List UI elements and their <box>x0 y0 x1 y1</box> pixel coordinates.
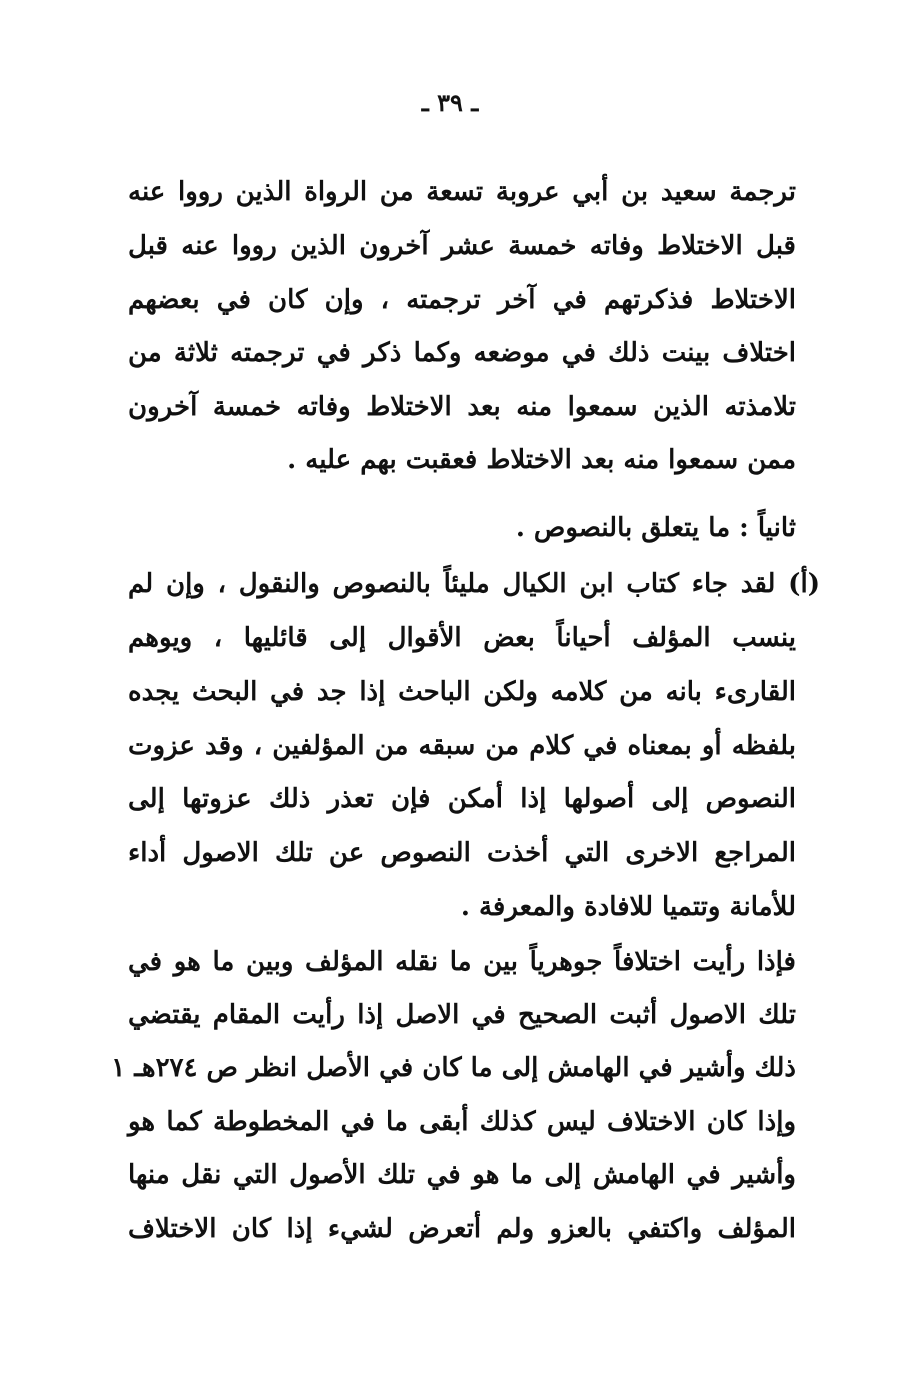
text-line: ينسب المؤلف أحياناً بعض الأقوال إلى قائليها ، ويوهم <box>128 623 796 653</box>
text-line: ذلك وأشير في الهامش إلى ما كان في الأصل انظر ص ٢٧٤هـ ١ <box>111 1053 796 1083</box>
text-line: المراجع الاخرى التي أخذت النصوص عن تلك الاصول أداء <box>128 838 796 868</box>
text-line: (أ) لقد جاء كتاب ابن الكيال مليئاً بالنصوص والنقول ، وإن لم <box>128 569 820 599</box>
text-line: بلفظه أو بمعناه في كلام من سبقه من المؤلفين ، وقد عزوت <box>128 731 796 761</box>
text-line: المؤلف واكتفي بالعزو ولم أتعرض لشيء إذا كان الاختلاف <box>128 1214 796 1244</box>
text-line: ممن سمعوا منه بعد الاختلاط فعقبت بهم عليه . <box>287 445 796 475</box>
text-line: للأمانة وتتميا للافادة والمعرفة . <box>460 892 796 922</box>
page-number: ـ ٣٩ ـ <box>421 88 479 117</box>
text-line: تلامذته الذين سمعوا منه بعد الاختلاط وفاته خمسة آخرون <box>128 392 796 422</box>
text-line: اختلاف بينت ذلك في موضعه وكما ذكر في ترجمته ثلاثة من <box>128 338 796 368</box>
text-line: القارىء بانه من كلامه ولكن الباحث إذا جد في البحث يجده <box>128 677 796 707</box>
text-line: الاختلاط فذكرتهم في آخر ترجمته ، وإن كان في بعضهم <box>128 285 796 315</box>
text-line: وأشير في الهامش إلى ما هو في تلك الأصول التي نقل منها <box>128 1160 796 1190</box>
text-line: فإذا رأيت اختلافاً جوهرياً بين ما نقله المؤلف وبين ما هو في <box>128 947 796 977</box>
text-line: تلك الاصول أثبت الصحيح في الاصل إذا رأيت المقام يقتضي <box>128 1000 796 1030</box>
section-heading: ثانياً : ما يتعلق بالنصوص . <box>515 513 796 543</box>
text-line: ترجمة سعيد بن أبي عروبة تسعة من الرواة الذين رووا عنه <box>128 177 796 207</box>
text-line: قبل الاختلاط وفاته خمسة عشر آخرون الذين رووا عنه قبل <box>128 231 796 261</box>
text-line: النصوص إلى أصولها إذا أمكن فإن تعذر ذلك عزوتها إلى <box>128 784 796 814</box>
text-line: وإذا كان الاختلاف ليس كذلك أبقى ما في المخطوطة كما هو <box>128 1107 796 1137</box>
